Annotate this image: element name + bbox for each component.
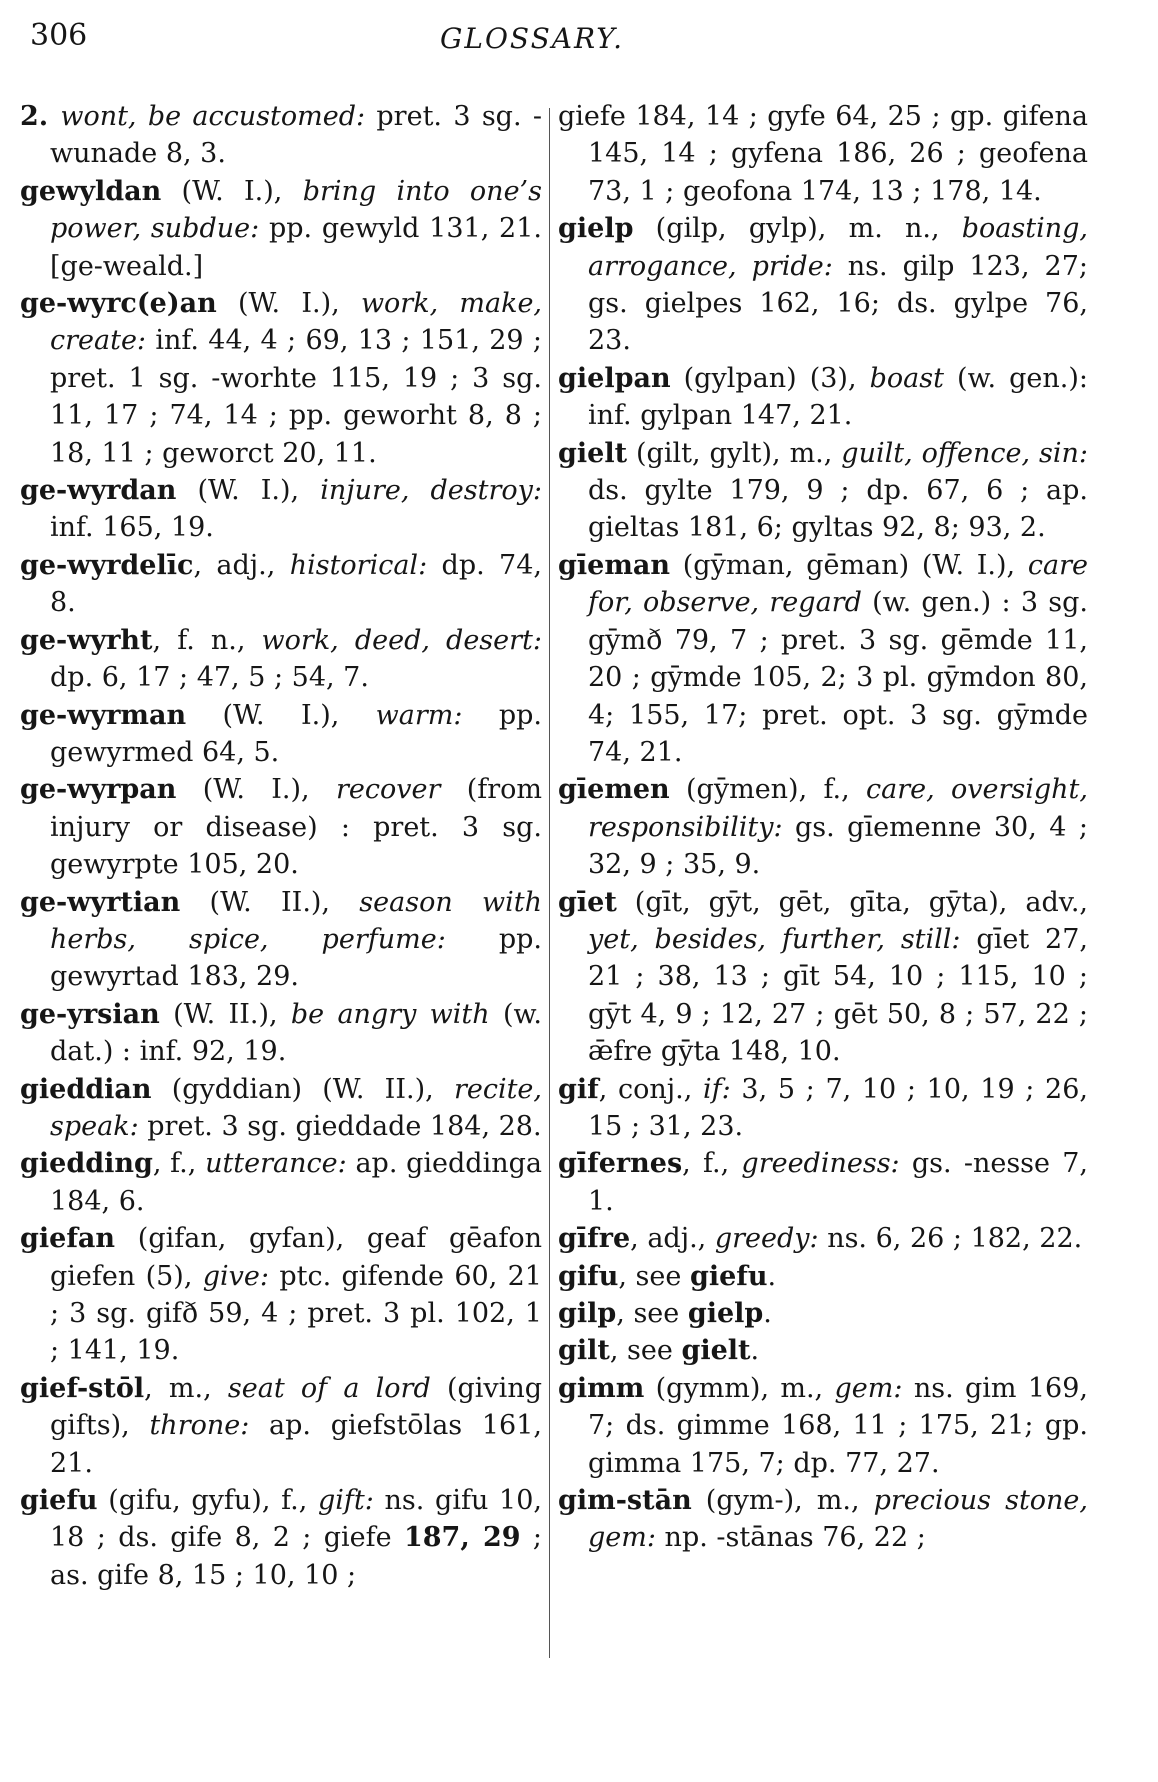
headword-text: ge-wyrc(e)an [20, 288, 217, 320]
headword-text: gielt [558, 437, 628, 469]
headword-text: gief-stōl [20, 1372, 145, 1404]
entry-text: (gymm), m., [644, 1372, 835, 1404]
entry-text: (gīt, gȳt, gēt, gīta, gȳta), adv., [616, 886, 1088, 918]
glossary-entry [558, 1071, 1088, 1146]
headword-text: ge-wyrdan [20, 475, 177, 507]
entry-text: . [767, 1260, 777, 1292]
headword-text: gielpan [558, 362, 671, 394]
entry-text: ap. gieddinga 184, 6. [50, 1148, 542, 1217]
entry-text: (gifan, gyfan), geaf gēafon giefen (5), [50, 1223, 542, 1292]
headword-text: giefu [689, 1260, 768, 1292]
headword-text: gif [558, 1073, 599, 1105]
entry-text: (gifu, gyfu), f., [97, 1485, 318, 1517]
definition-text: throne: [149, 1410, 250, 1442]
entry-text: ptc. gifende 60, 21 ; 3 sg. gifð 59, 4 ; pret. 3 pl. 102, 1 ; 141, 19. [50, 1260, 542, 1367]
entry-text: (W. II.), [180, 886, 360, 918]
glossary-entry [20, 547, 542, 622]
entry-text: dp. 6, 17 ; 47, 5 ; 54, 7. [50, 662, 369, 694]
entry-text: np. -stānas 76, 22 ; [655, 1522, 926, 1554]
definition-text: precious stone, gem: [588, 1485, 1088, 1554]
entry-text: (gȳman, gēman) (W. I.), [670, 549, 1028, 581]
entry-text: (w. gen.) : 3 sg. gȳmð 79, 7 ; pret. 3 sg. gēmde 11, 20 ; gȳmde 105, 2; 3 pl. gȳmdon 80, 4; 155, 17; pret. opt. 3 sg. gȳmde 74, 21. [588, 587, 1088, 768]
entry-text: , m., [144, 1372, 228, 1404]
entry-text: , see [616, 1298, 688, 1329]
entry-text: (W. II.), [159, 998, 291, 1030]
entry-text: (gym-), m., [691, 1485, 874, 1517]
entry-text: pp. gewyrmed 64, 5. [50, 699, 542, 768]
entry-text: giefe 184, 14 ; gyfe 64, 25 ; gp. gifena 145, 14 ; gyfena 186, 26 ; geofena 73, 1 ; geofona 174, 13 ; 178, 14. [558, 101, 1088, 207]
definition-text: give: [202, 1260, 269, 1292]
entry-text: (W. I.), [176, 475, 321, 507]
definition-text: boast [869, 362, 944, 394]
entry-text: ns. 6, 26 ; 182, 22. [818, 1223, 1083, 1255]
glossary-entry [20, 884, 542, 996]
glossary-entry [20, 996, 542, 1071]
definition-text: gift: [317, 1485, 374, 1517]
definition-text: work, deed, desert: [261, 624, 542, 656]
glossary-entry [20, 1370, 542, 1482]
definition-text: care for, observe, regard [588, 549, 1088, 619]
column-divider [549, 108, 550, 1658]
headword-text: gīemen [558, 774, 670, 806]
definition-text: utterance: [205, 1148, 347, 1180]
definition-text: care, oversight, responsibility: [588, 774, 1088, 843]
entry-text: (giving gifts), [50, 1372, 542, 1442]
entry-text: gīet 27, 21 ; 38, 13 ; gīt 54, 10 ; 115, 10 ; gȳt 4, 9 ; 12, 27 ; gēt 50, 8 ; 57, 22 ; ǣfre gȳta 148, 10. [588, 923, 1088, 1068]
entry-text: , f., [682, 1148, 742, 1180]
glossary-entry [558, 884, 1088, 1071]
headword-text: giefan [20, 1223, 116, 1255]
glossary-entry [558, 98, 1088, 210]
glossary-entry [558, 1220, 1088, 1257]
definition-text: if: [703, 1073, 731, 1105]
glossary-entry [20, 622, 542, 697]
headword-text: gilp [558, 1298, 617, 1329]
headword-text: giedding [20, 1148, 153, 1180]
definition-text: bring into one’s power, subdue: [50, 175, 542, 245]
page-number: 306 [30, 18, 88, 53]
entry-text: , see [618, 1260, 690, 1292]
entry-text: . [763, 1298, 772, 1329]
glossary-entry [20, 1145, 542, 1220]
glossary-entry [558, 210, 1088, 360]
definition-text: be angry with [290, 998, 490, 1030]
headword-text: gīfre [558, 1223, 631, 1255]
definition-text: recover [335, 774, 441, 806]
left-column [20, 98, 542, 1594]
headword-text: gilt [558, 1335, 610, 1367]
entry-text: (gȳmen), f., [669, 774, 866, 806]
definition-text: injure, destroy: [320, 475, 542, 507]
definition-text: greedy: [714, 1223, 819, 1255]
headword-text: gieddian [20, 1073, 152, 1105]
glossary-entry [20, 771, 542, 883]
glossary-entry [20, 98, 542, 173]
headword-text: gewyldan [20, 175, 162, 207]
glossary-entry [20, 697, 542, 772]
glossary-entry [20, 173, 542, 285]
entry-text: (W. I.), [216, 288, 361, 320]
entry-text: (from injury or disease) : pret. 3 sg. gewyrpte 105, 20. [50, 774, 543, 881]
entry-text: pret. 3 sg. -wunade 8, 3. [50, 101, 542, 170]
running-title: GLOSSARY. [440, 22, 625, 55]
entry-text: pp. gewyrtad 183, 29. [50, 923, 542, 993]
glossary-entry [20, 472, 542, 547]
glossary-entry [558, 1295, 1088, 1332]
glossary-entry [558, 1370, 1088, 1482]
glossary-entry [558, 547, 1088, 771]
glossary-entry [558, 1145, 1088, 1220]
definition-text: gem: [834, 1372, 903, 1404]
entry-text: pret. 3 sg. gieddade 184, 28. [138, 1110, 542, 1142]
glossary-entry [558, 435, 1088, 547]
definition-text: guilt, offence, sin: [841, 437, 1088, 469]
entry-text: inf. 44, 4 ; 69, 13 ; 151, 29 ; pret. 1 sg. -worhte 115, 19 ; 3 sg. 11, 17 ; 74, 14 ; pp. geworht 8, 8 ; 18, 11 ; geworct 20, 11. [50, 325, 542, 469]
definition-text: historical: [289, 549, 428, 581]
entry-text: ap. giefstōlas 161, 21. [50, 1410, 542, 1479]
entry-text: ds. gylte 179, 9 ; dp. 67, 6 ; ap. gieltas 181, 6; gyltas 92, 8; 93, 2. [588, 475, 1088, 544]
glossary-entry [558, 771, 1088, 883]
entry-text: (gyddian) (W. II.), [151, 1073, 454, 1105]
entry-text: (gilt, gylt), m., [627, 437, 842, 469]
headword-text: 2. [20, 101, 61, 132]
headword-text: gīet [558, 886, 617, 918]
definition-text: season with herbs, spice, perfume: [50, 886, 542, 955]
entry-text: (gilp, gylp), m. n., [633, 213, 962, 245]
headword-text: ge-wyrdelīc [20, 549, 194, 581]
headword-text: giefu [20, 1485, 98, 1517]
headword-text: gim-stān [558, 1485, 692, 1517]
entry-text: , adj., [193, 549, 290, 581]
glossary-entry [558, 1332, 1088, 1369]
headword-text: gielp [687, 1298, 764, 1329]
entry-text: , adj., [630, 1223, 715, 1255]
entry-text: (gylpan) (3), [670, 362, 870, 394]
headword-text: gielt [681, 1335, 751, 1367]
glossary-entry [558, 1258, 1088, 1295]
entry-text: ; as. gife 8, 15 ; 10, 10 ; [50, 1522, 542, 1591]
entry-text: ns. gim 169, 7; ds. gimme 168, 11 ; 175, 21; gp. gimma 175, 7; dp. 77, 27. [588, 1372, 1088, 1479]
headword-text: 187, 29 [403, 1522, 521, 1554]
headword-text: ge-wyrtian [20, 886, 181, 918]
entry-text: ns. gilp 123, 27; gs. gielpes 162, 16; ds. gylpe 76, 23. [588, 250, 1088, 357]
entry-text: (W. I.), [186, 699, 376, 731]
glossary-entry [558, 1482, 1088, 1557]
glossary-entry [20, 1071, 542, 1146]
right-column [558, 98, 1088, 1557]
entry-text: gs. -nesse 7, 1. [588, 1148, 1088, 1217]
headword-text: gīeman [558, 549, 671, 581]
headword-text: gīfernes [558, 1148, 683, 1180]
glossary-entry [20, 285, 542, 472]
headword-text: gielp [558, 213, 634, 245]
entry-text: (W. I.), [161, 175, 303, 207]
entry-text: . [750, 1335, 760, 1367]
entry-text: inf. 165, 19. [50, 512, 214, 544]
entry-text: , f. n., [152, 624, 262, 656]
definition-text: boasting, arrogance, pride: [588, 213, 1088, 282]
entry-text: gs. gīemenne 30, 4 ; 32, 9 ; 35, 9. [588, 811, 1088, 881]
glossary-entry [20, 1482, 542, 1594]
entry-text: , conj., [598, 1073, 703, 1105]
definition-text: seat of a lord [227, 1372, 431, 1404]
definition-text: yet, besides, further, still: [588, 923, 961, 955]
entry-text: (w. gen.): inf. gylpan 147, 21. [588, 362, 1088, 432]
headword-text: ge-wyrpan [20, 774, 177, 806]
entry-text: (w. dat.) : inf. 92, 19. [50, 998, 543, 1068]
glossary-entry [558, 360, 1088, 435]
headword-text: ge-wyrman [20, 699, 187, 731]
entry-text: , f., [152, 1148, 206, 1180]
entry-text: pp. gewyld 131, 21. [ge-weald.] [50, 213, 542, 282]
definition-text: greediness: [741, 1148, 900, 1180]
headword-text: ge-wyrht [20, 624, 153, 656]
entry-text: 3, 5 ; 7, 10 ; 10, 19 ; 26, 15 ; 31, 23. [588, 1073, 1088, 1142]
headword-text: gifu [558, 1260, 619, 1292]
entry-text: ns. gifu 10, 18 ; ds. gife 8, 2 ; giefe [50, 1485, 542, 1554]
definition-text: wont, be accustomed: [60, 101, 366, 132]
headword-text: gimm [558, 1372, 645, 1404]
definition-text: warm: [375, 699, 463, 731]
headword-text: ge-yrsian [20, 998, 160, 1030]
definition-text: recite, speak: [50, 1073, 542, 1142]
page-header [0, 18, 1158, 72]
entry-text: dp. 74, 8. [50, 549, 542, 619]
glossary-entry [20, 1220, 542, 1370]
definition-text: work, make, create: [50, 288, 543, 357]
entry-text: (W. I.), [176, 774, 336, 806]
entry-text: , see [609, 1335, 682, 1367]
